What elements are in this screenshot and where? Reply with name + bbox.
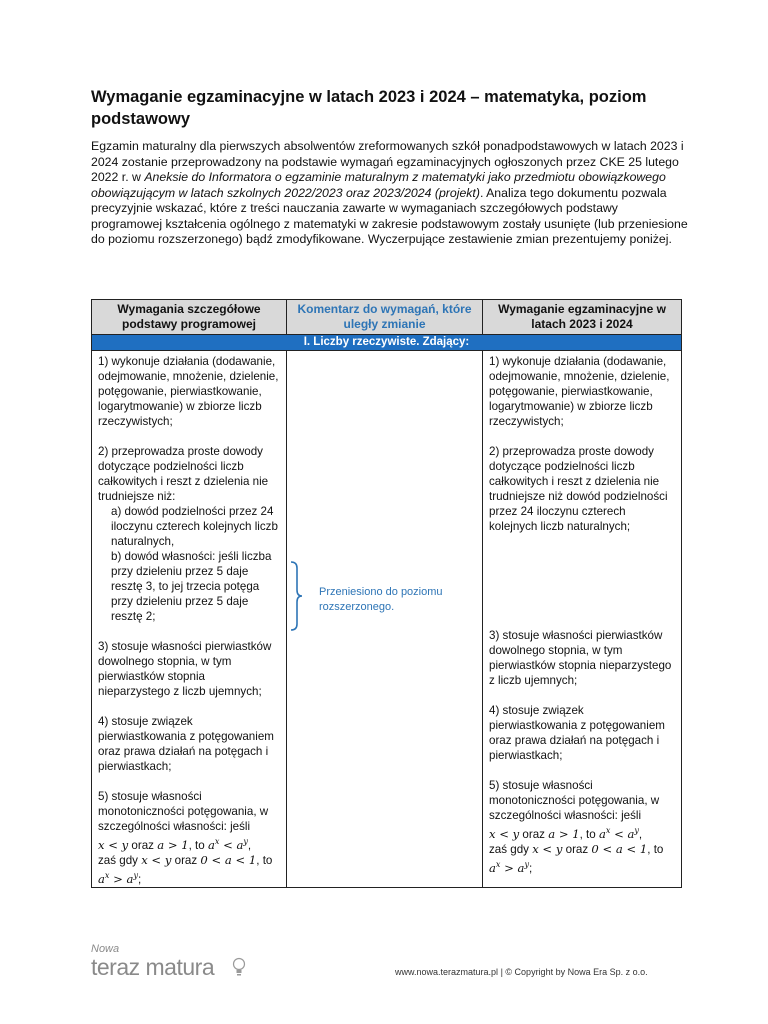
math-expr: $a^x > a^y$ <box>489 859 529 875</box>
math-expr: a > 1 <box>548 826 580 841</box>
left-item-2a: a) dowód podzielności przez 24 iloczynu czterech kolejnych liczb naturalnych, <box>111 505 278 548</box>
footer-separator: | <box>500 967 503 977</box>
header-comment: Komentarz do wymagań, które uległy zmianie <box>287 300 483 335</box>
left-item-5: 5) stosuje własności monotoniczności potęgowania, w szczególności własności: jeśli x < y oraz a > 1, to $a^x < a^y$, zaś gdy x < y oraz 0 < a < 1, to $a^x > a^y$; <box>98 790 273 886</box>
math-text: oraz <box>131 838 154 852</box>
table-header-row <box>92 300 682 335</box>
math-text: , to <box>647 842 664 856</box>
math-text: zaś gdy <box>489 842 529 856</box>
math-text: oraz <box>565 842 589 856</box>
right-item-1: 1) wykonuje działania (dodawanie, odejmowanie, mnożenie, dzielenie, potęgowanie, pierwiastkowanie, logarytmowanie) w zbiorze liczb rzeczywistych; <box>489 355 670 428</box>
math-text: oraz <box>174 853 198 867</box>
comment-column-cell <box>287 351 483 888</box>
math-text: , to <box>579 827 596 841</box>
table-row <box>92 351 682 888</box>
right-column-cell <box>483 351 682 888</box>
left-item-4: 4) stosuje związek pierwiastkowania z potęgowaniem oraz prawa działań na potęgach i pierwiastkach; <box>98 715 274 773</box>
right-item-5-text: 5) stosuje własności monotoniczności potęgowania, w szczególności własności: jeśli <box>489 779 660 822</box>
math-expr: x < y <box>532 841 563 856</box>
math-expr: $a^x > a^y$ <box>98 870 138 886</box>
left-item-5-text: 5) stosuje własności monotoniczności potęgowania, w szczególności własności: jeśli <box>98 790 269 833</box>
section-row <box>92 335 682 351</box>
intro-paragraph <box>91 139 691 248</box>
math-expr: x < y <box>141 852 172 867</box>
math-expr: x < y <box>489 826 520 841</box>
header-exam-requirement: Wymaganie egzaminacyjne w latach 2023 i 2024 <box>483 300 682 335</box>
math-text: oraz <box>522 827 545 841</box>
math-text: , to <box>188 838 205 852</box>
logo-main-text: teraz matura <box>91 954 215 980</box>
intro-text-italic: Aneksie do Informatora o egzaminie maturalnym z matematyki jako przedmiotu obowiązkowego obowiązującym w latach szkolnych 2022/2023 oraz 2023/2024 (projekt) <box>91 170 666 200</box>
right-item-4: 4) stosuje związek pierwiastkowania z potęgowaniem oraz prawa działań na potęgach i pierwiastkach; <box>489 704 665 762</box>
math-expr: $a^x < a^y$ <box>598 826 639 841</box>
left-item-1: 1) wykonuje działania (dodawanie, odejmowanie, mnożenie, dzielenie, potęgowanie, pierwiastkowanie, logarytmowanie) w zbiorze liczb rzeczywistych; <box>98 355 279 428</box>
footer-credits <box>395 966 695 978</box>
section-title: I. Liczby rzeczywiste. Zdający: <box>92 335 682 351</box>
math-text: , to <box>256 853 273 867</box>
right-item-3: 3) stosuje własności pierwiastków dowolnego stopnia, w tym pierwiastków stopnia nieparzystego z liczb ujemnych; <box>489 629 672 687</box>
left-item-2: 2) przeprowadza proste dowody dotyczące podzielności liczb całkowitych i reszt z dzielenia nie trudniejsze niż: <box>98 445 269 503</box>
footer-copyright: © Copyright by Nowa Era Sp. z o.o. <box>505 967 648 977</box>
intro-text-1: Egzamin maturalny dla pierwszych absolwentów zreformowanych szkół ponadpodstawowych w latach 2023 i 2024 zostanie przeprowadzony na podstawie wymagań egzaminacyjnych ogłoszonych przez CKE 25 lutego 2022 r. w <box>91 139 684 184</box>
math-text: zaś gdy <box>98 853 138 867</box>
brand-logo <box>91 943 251 983</box>
math-expr: a > 1 <box>157 837 189 852</box>
page-title: Wymaganie egzaminacyjne w latach 2023 i 2024 – matematyka, poziom podstawowy <box>91 88 647 128</box>
math-expr: 0 < a < 1 <box>200 852 257 867</box>
lightbulb-icon <box>232 957 246 977</box>
right-item-5: 5) stosuje własności monotoniczności potęgowania, w szczególności własności: jeśli x < y oraz a > 1, to $a^x < a^y$, zaś gdy x < y oraz 0 < a < 1, to $a^x > a^y$; <box>489 779 664 875</box>
curly-brace-icon <box>289 561 303 631</box>
left-item-2b: b) dowód własności: jeśli liczba przy dzieleniu przez 5 daje resztę 3, to jej trzecia potęga przy dzieleniu przez 5 daje resztę 2; <box>111 550 272 623</box>
math-expr: $a^x < a^y$ <box>207 837 248 852</box>
intro-text-2: . Analiza tego dokumentu pozwala precyzyjnie wskazać, które z treści nauczania zawarte w wymaganiach szczegółowych podstawy programowej kształcenia ogólnego z matematyki w zakresie podstawowym zostały usunięte (lub przeniesione do poziomu rozszerzonego) bądź zmodyfikowane. Wyczerpujące zestawienie zmian prezentujemy poniżej. <box>91 185 688 246</box>
footer-url[interactable]: www.nowa.terazmatura.pl <box>395 967 499 977</box>
header-detailed-requirements: Wymagania szczegółowe podstawy programowej <box>92 300 287 335</box>
left-column-cell <box>92 351 287 888</box>
left-item-3: 3) stosuje własności pierwiastków dowolnego stopnia, w tym pierwiastków stopnia nieparzystego z liczb ujemnych; <box>98 640 272 698</box>
logo-top-text: Nowa <box>91 943 120 955</box>
right-item-2: 2) przeprowadza proste dowody dotyczące podzielności liczb całkowitych i reszt z dzielenia nie trudniejsze niż dowód podzielności przez 24 iloczynu czterech kolejnych liczb naturalnych; <box>489 445 668 533</box>
math-expr: 0 < a < 1 <box>591 841 648 856</box>
spacer <box>489 549 675 628</box>
moved-comment: Przeniesiono do poziomu rozszerzonego. <box>319 586 443 613</box>
math-expr: x < y <box>98 837 129 852</box>
